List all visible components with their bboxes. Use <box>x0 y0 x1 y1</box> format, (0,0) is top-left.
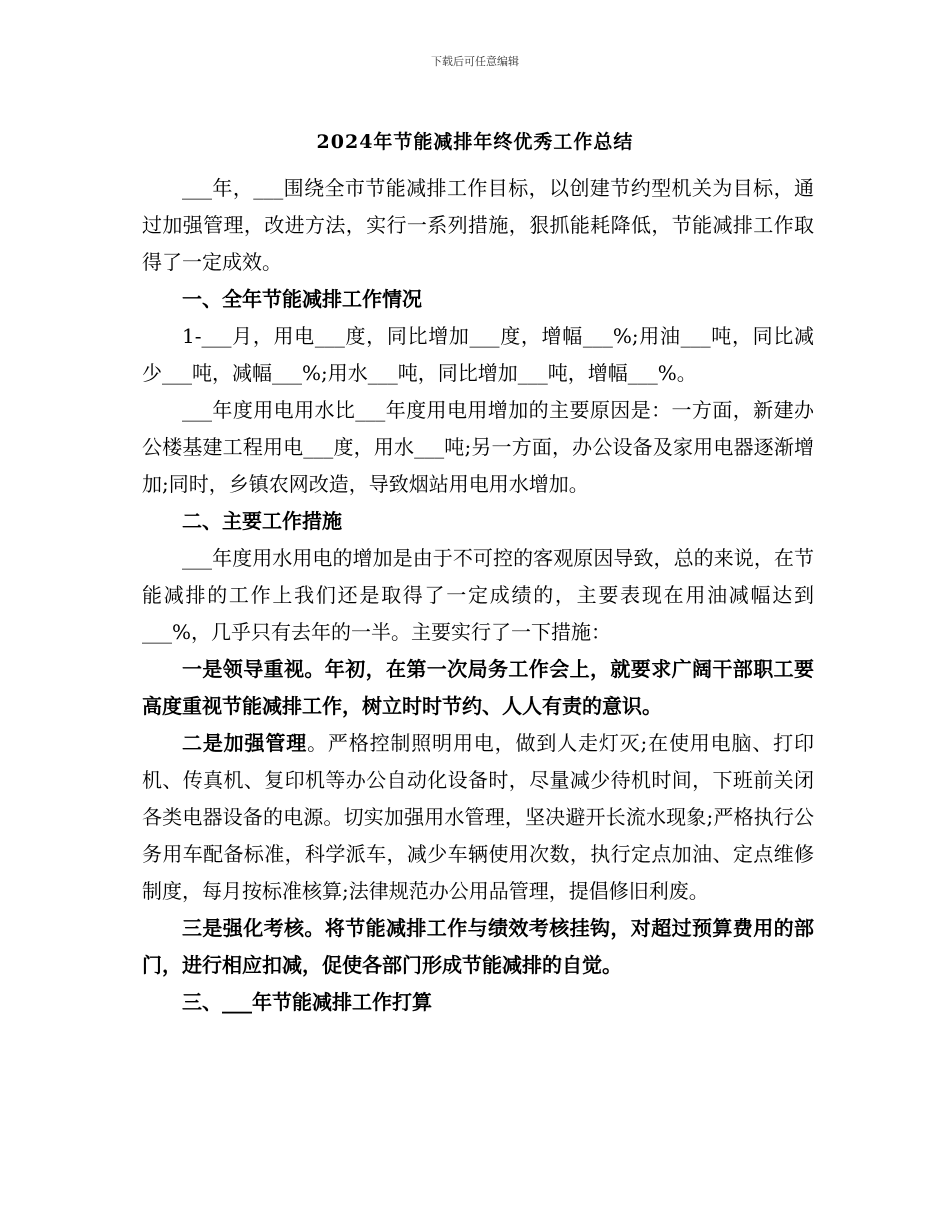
section-3-heading: 三、___年节能减排工作打算 <box>182 990 432 1014</box>
section-2-heading: 二、主要工作措施 <box>182 509 342 533</box>
intro-paragraph: ___年，___围绕全市节能减排工作目标，以创建节约型机关为目标，通过加强管理，改进方法，实行一系列措施，狠抓能耗降低，节能减排工作取得了一定成效。 <box>142 176 814 274</box>
section-1-heading: 一、全年节能减排工作情况 <box>182 287 422 311</box>
section-2-paragraph-1: ___年度用水用电的增加是由于不可控的客观原因导致，总的来说，在节能减排的工作上我们还是取得了一定成绩的，主要表现在用油减幅达到___%，几乎只有去年的一半。主要实行了一下措施： <box>142 546 814 644</box>
measure-3-paragraph: 三是强化考核。将节能减排工作与绩效考核挂钩，对超过预算费用的部门，进行相应扣减，促使各部门形成节能减排的自觉。 <box>142 916 814 977</box>
document-body <box>142 170 814 1021</box>
measure-2-body: 。严格控制照明用电，做到人走灯灭;在使用电脑、打印机、传真机、复印机等办公自动化设备时，尽量减少待机时间，下班前关闭各类电器设备的电源。切实加强用水管理，坚决避开长流水现象;严格执行公务用车配备标准，科学派车，减少车辆使用次数，执行定点加油、定点维修制度，每月按标准核算;法律规范办公用品管理，提倡修旧利废。 <box>142 731 815 903</box>
measure-2-paragraph <box>142 725 814 910</box>
measure-2-lead: 二是加强管理 <box>182 731 308 755</box>
section-1-paragraph-2: ___年度用电用水比___年度用电用增加的主要原因是：一方面，新建办公楼基建工程用电___度，用水___吨;另一方面，办公设备及家用电器逐渐增加;同时，乡镇农网改造，导致烟站用电用水增加。 <box>142 398 814 496</box>
document-title: 2024年节能减排年终优秀工作总结 <box>316 131 634 153</box>
measure-1-paragraph: 一是领导重视。年初，在第一次局务工作会上，就要求广阔干部职工要高度重视节能减排工作，树立时时节约、人人有责的意识。 <box>142 657 814 718</box>
page-header-note: 下载后可任意编辑 <box>431 55 519 68</box>
section-1-paragraph-1: 1-___月，用电___度，同比增加___度，增幅___%;用油___吨，同比减少___吨，减幅___%;用水___吨，同比增加___吨，增幅___%。 <box>142 324 814 385</box>
